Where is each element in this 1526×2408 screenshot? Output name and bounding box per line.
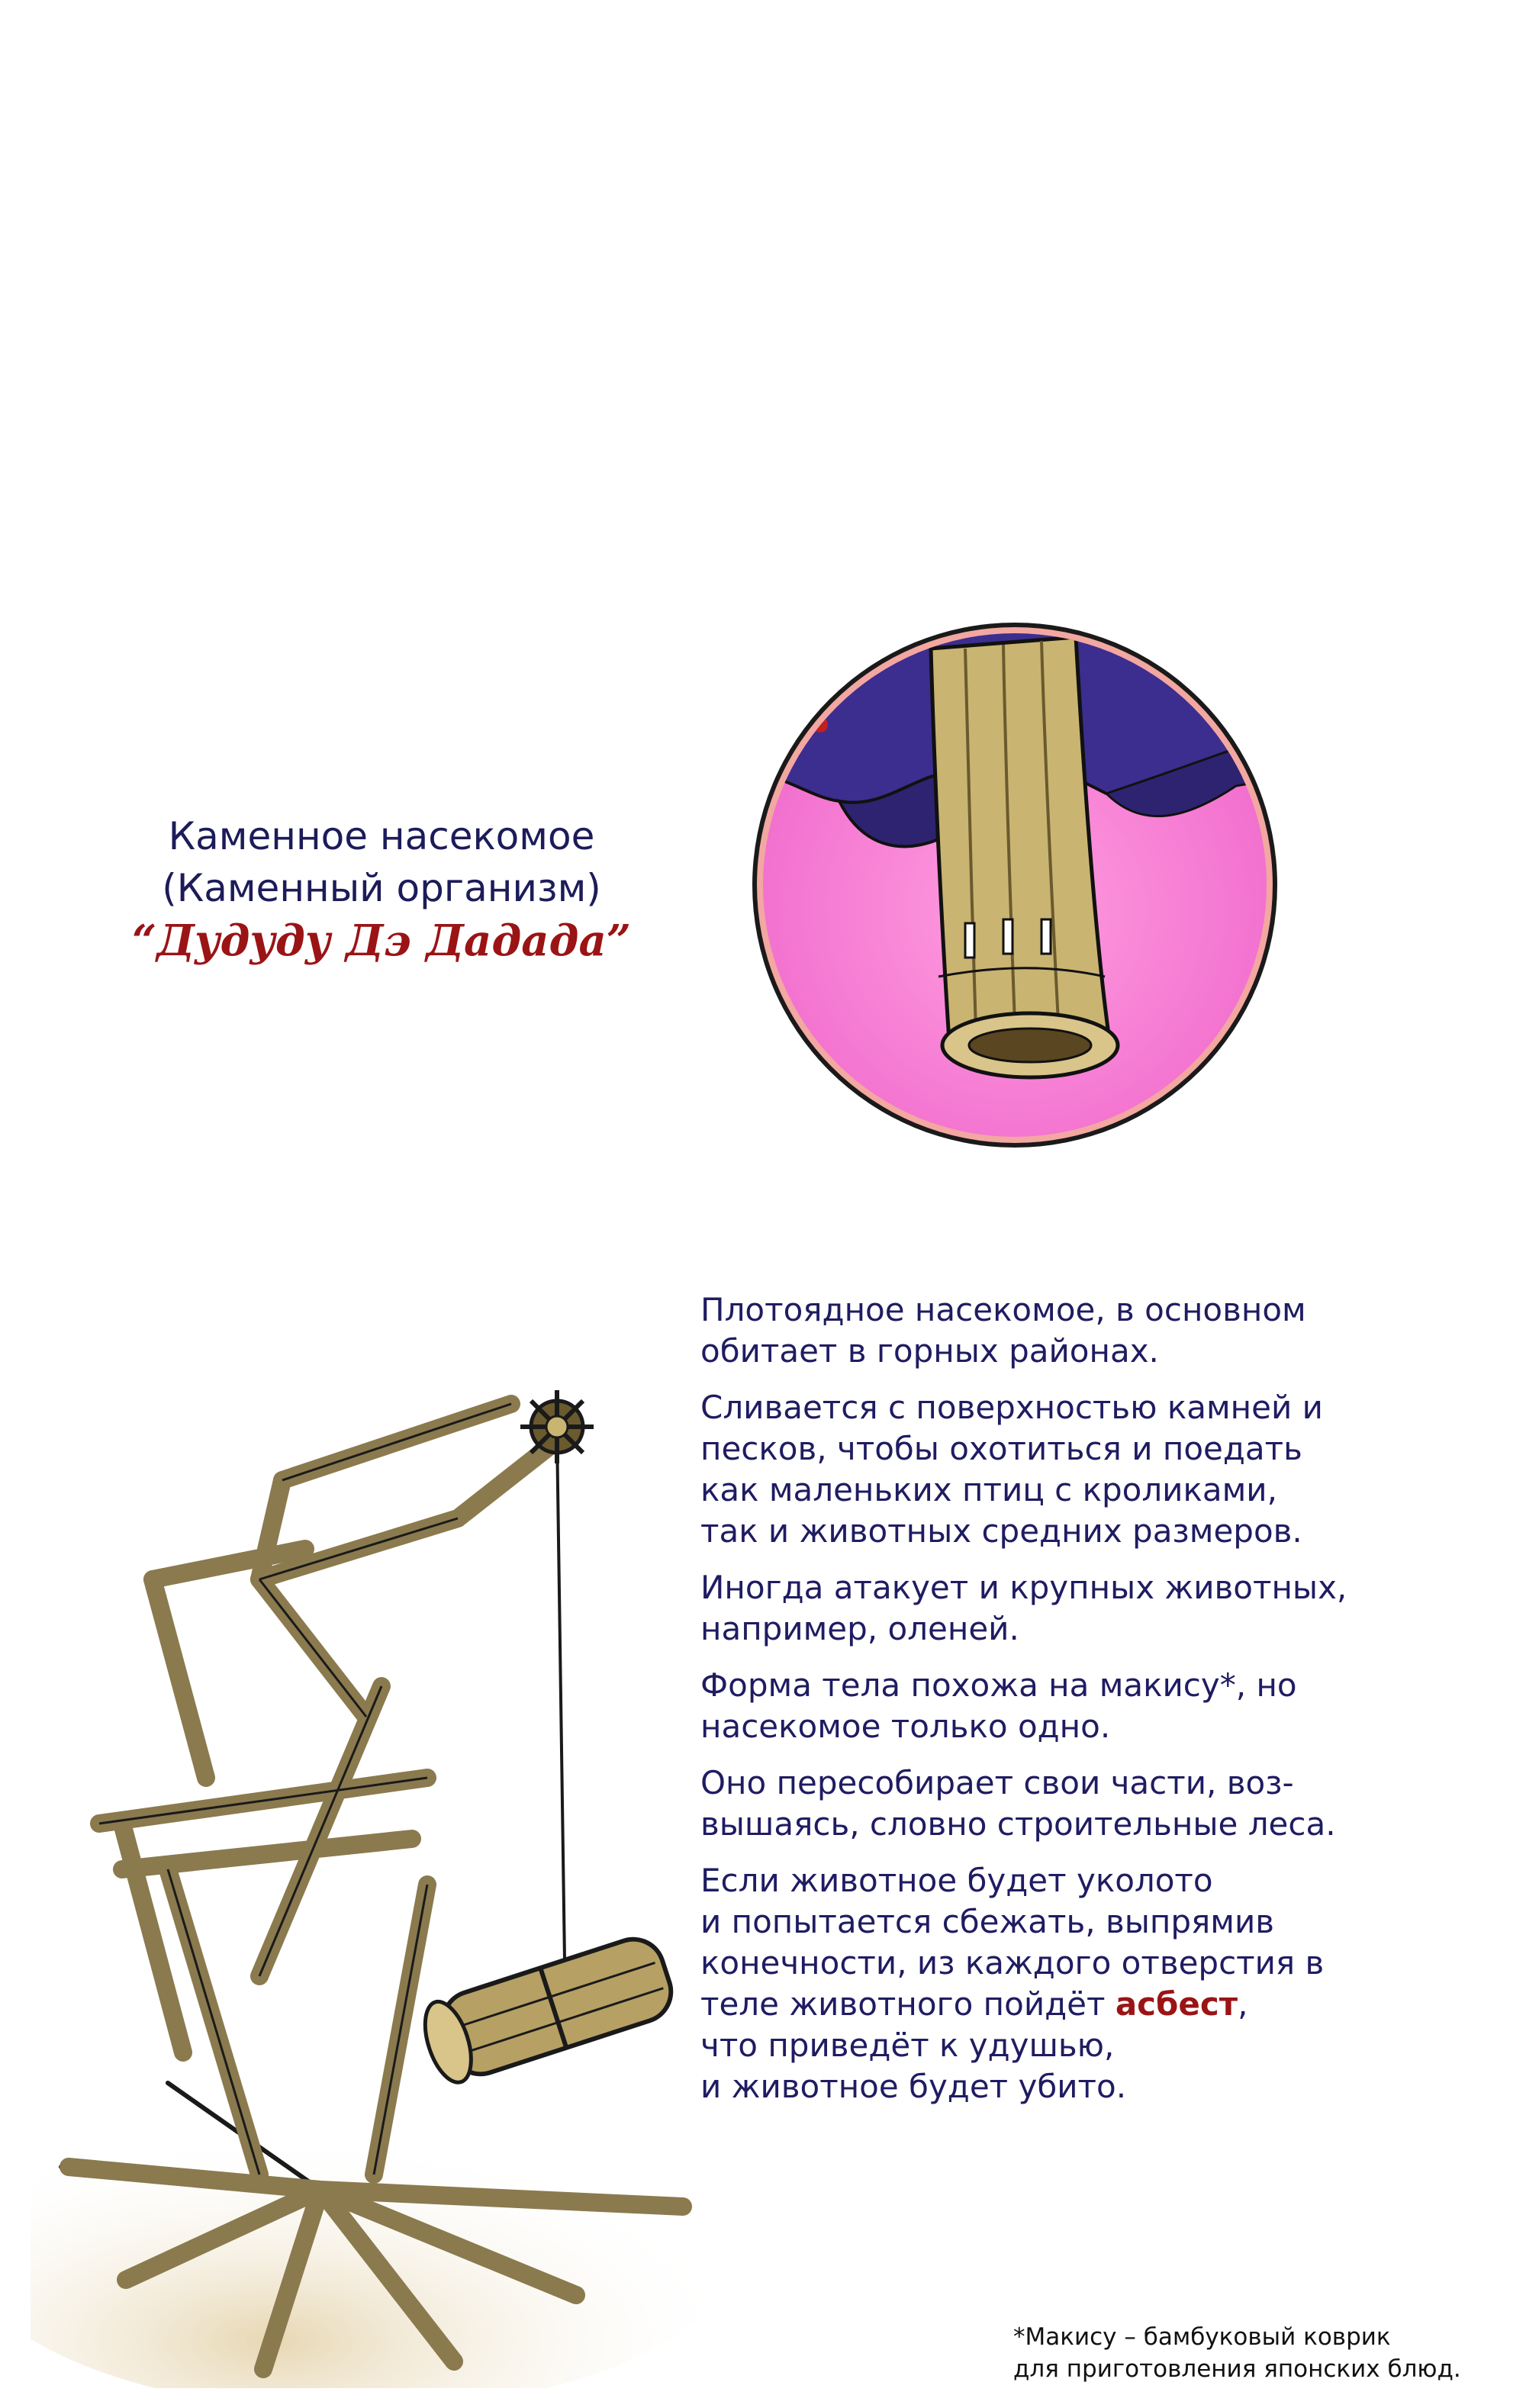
text-line: Форма тела похожа на макису*, но xyxy=(700,1666,1297,1704)
title-block xyxy=(92,810,671,967)
title-line-2: (Каменный организм) xyxy=(162,866,601,910)
description-paragraph-5 xyxy=(700,1763,1494,1845)
text-line-with-highlight xyxy=(700,1984,1494,2025)
bamboo-tube-creature-icon xyxy=(748,618,1282,1152)
description-paragraph-6 xyxy=(700,1860,1494,2107)
text-fragment: теле животного пойдёт xyxy=(700,1985,1116,2023)
footnote xyxy=(1013,2321,1517,2385)
text-line: Плотоядное насекомое, в основном xyxy=(700,1291,1306,1328)
text-line: конечности, из каждого отверстия в xyxy=(700,1944,1325,1981)
text-line: Оно пересобирает свои части, воз- xyxy=(700,1764,1294,1801)
description-paragraph-4 xyxy=(700,1665,1494,1747)
title-line-1: Каменное насекомое xyxy=(168,814,595,858)
text-line: вышаясь, словно строительные леса. xyxy=(700,1805,1336,1843)
footnote-line-2: для приготовления японских блюд. xyxy=(1013,2355,1461,2383)
asbestos-highlight: асбест xyxy=(1115,1985,1238,2023)
description-paragraph-1 xyxy=(700,1289,1494,1372)
description xyxy=(700,1289,1494,2123)
text-line: так и животных средних размеров. xyxy=(700,1512,1302,1550)
text-line: и животное будет убито. xyxy=(700,2068,1127,2105)
text-line: Сливается с поверхностью камней и xyxy=(700,1389,1323,1426)
text-line: и попытается сбежать, выпрямив xyxy=(700,1903,1275,1940)
description-paragraph-2 xyxy=(700,1387,1494,1552)
text-line: Иногда атакует и крупных животных, xyxy=(700,1569,1347,1606)
text-line: как маленьких птиц с кроликами, xyxy=(700,1471,1277,1508)
text-line: песков, чтобы охотиться и поедать xyxy=(700,1430,1302,1467)
text-line: что приведёт к удушью, xyxy=(700,2027,1115,2064)
text-line: насекомое только одно. xyxy=(700,1708,1111,1745)
text-line: Если животное будет уколото xyxy=(700,1862,1213,1899)
creature-name: “Дудуду Дэ Дадада” xyxy=(131,916,631,966)
text-fragment: , xyxy=(1238,1985,1248,2023)
scaffold-insect-icon xyxy=(31,1289,763,2388)
text-line: например, оленей. xyxy=(700,1610,1019,1647)
footnote-line-1: *Макису – бамбуковый коврик xyxy=(1013,2323,1391,2351)
text-line: обитает в горных районах. xyxy=(700,1332,1159,1370)
description-paragraph-3 xyxy=(700,1567,1494,1650)
